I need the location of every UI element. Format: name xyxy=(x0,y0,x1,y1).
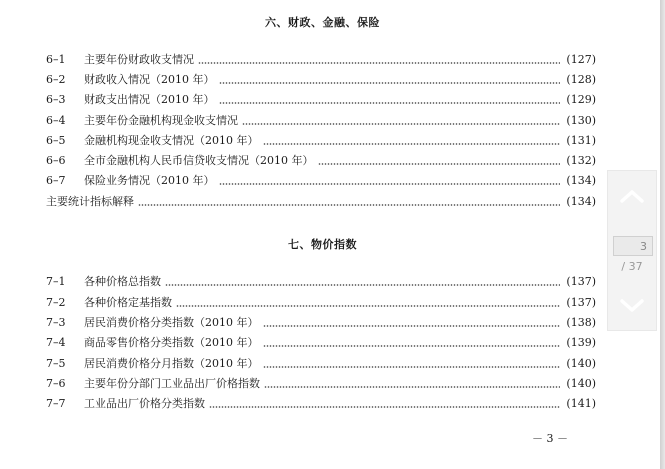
toc-page-number: (134) xyxy=(566,174,596,187)
section-7-title: 七、物价指数 xyxy=(288,238,357,251)
toc-page-number: (132) xyxy=(566,154,596,167)
toc-leader-dots xyxy=(263,143,561,145)
toc-row-7-6[interactable] xyxy=(46,376,596,392)
toc-number: 6–7 xyxy=(46,174,66,187)
toc-row-6-3[interactable] xyxy=(46,92,596,108)
toc-leader-dots xyxy=(219,183,561,185)
toc-leader-dots xyxy=(138,204,560,206)
toc-number: 7–3 xyxy=(46,316,66,329)
toc-leader-dots xyxy=(176,305,560,307)
toc-page-number: (134) xyxy=(566,195,596,208)
toc-leader-dots xyxy=(242,123,560,125)
previous-page-button[interactable] xyxy=(608,171,656,221)
toc-page-number: (130) xyxy=(566,114,596,127)
chevron-down-icon xyxy=(619,298,645,314)
toc-number: 7–1 xyxy=(46,275,66,288)
toc-number: 6–6 xyxy=(46,154,66,167)
toc-page-number: (131) xyxy=(566,134,596,147)
toc-row-6-2[interactable] xyxy=(46,72,596,88)
toc-title: 居民消费价格分类指数（2010 年） xyxy=(84,316,259,329)
toc-leader-dots xyxy=(264,386,560,388)
toc-number: 7–4 xyxy=(46,336,66,349)
toc-leader-dots xyxy=(263,366,561,368)
toc-row-7-2[interactable] xyxy=(46,295,596,311)
toc-title: 金融机构现金收支情况（2010 年） xyxy=(84,134,259,147)
toc-title: 工业品出厂价格分类指数 xyxy=(84,397,205,410)
toc-row-7-3[interactable] xyxy=(46,315,596,331)
toc-number: 6–4 xyxy=(46,114,66,127)
section-6-title: 六、财政、金融、保险 xyxy=(265,16,380,29)
toc-number: 7–7 xyxy=(46,397,66,410)
toc-number: 7–2 xyxy=(46,296,66,309)
toc-leader-dots xyxy=(318,163,561,165)
toc-leader-dots xyxy=(263,345,561,347)
toc-row-7-7[interactable] xyxy=(46,396,596,412)
toc-row-7-5[interactable] xyxy=(46,356,596,372)
toc-leader-dots xyxy=(263,325,561,327)
toc-title: 主要统计指标解释 xyxy=(46,195,134,208)
chevron-up-icon xyxy=(619,188,645,204)
next-page-button[interactable] xyxy=(608,281,656,331)
toc-number: 6–2 xyxy=(46,73,66,86)
toc-leader-dots xyxy=(219,82,561,84)
toc-title: 财政收入情况（2010 年） xyxy=(84,73,215,86)
toc-title: 商品零售价格分类指数（2010 年） xyxy=(84,336,259,349)
toc-page-number: (139) xyxy=(566,336,596,349)
toc-title: 主要年份财政收支情况 xyxy=(84,53,194,66)
toc-page-number: (140) xyxy=(566,357,596,370)
toc-page-number: (141) xyxy=(566,397,596,410)
viewer-edge xyxy=(660,0,665,469)
toc-title: 各种价格总指数 xyxy=(84,275,161,288)
toc-row-explanation[interactable] xyxy=(46,194,596,210)
toc-title: 全市金融机构人民币信贷收支情况（2010 年） xyxy=(84,154,314,167)
toc-leader-dots xyxy=(219,102,561,104)
page-navigator xyxy=(607,170,657,331)
toc-row-7-1[interactable] xyxy=(46,274,596,290)
toc-number: 6–1 xyxy=(46,53,66,66)
toc-title: 财政支出情况（2010 年） xyxy=(84,93,215,106)
toc-page-number: (127) xyxy=(566,53,596,66)
page-number-input[interactable] xyxy=(613,236,653,256)
toc-leader-dots xyxy=(209,406,560,408)
toc-page-number: (137) xyxy=(566,275,596,288)
toc-row-6-6[interactable] xyxy=(46,153,596,169)
toc-page-number: (129) xyxy=(566,93,596,106)
toc-leader-dots xyxy=(165,284,560,286)
toc-page-number: (138) xyxy=(566,316,596,329)
toc-title: 居民消费价格分月指数（2010 年） xyxy=(84,357,259,370)
toc-title: 各种价格定基指数 xyxy=(84,296,172,309)
toc-row-7-4[interactable] xyxy=(46,335,596,351)
toc-title: 主要年份金融机构现金收支情况 xyxy=(84,114,238,127)
toc-number: 6–3 xyxy=(46,93,66,106)
page-footer-number: － 3 － xyxy=(532,432,568,445)
toc-title: 主要年份分部门工业品出厂价格指数 xyxy=(84,377,260,390)
toc-title: 保险业务情况（2010 年） xyxy=(84,174,215,187)
toc-row-6-7[interactable] xyxy=(46,173,596,189)
toc-row-6-1[interactable] xyxy=(46,52,596,68)
toc-page-number: (128) xyxy=(566,73,596,86)
toc-number: 6–5 xyxy=(46,134,66,147)
toc-row-6-5[interactable] xyxy=(46,133,596,149)
toc-row-6-4[interactable] xyxy=(46,113,596,129)
toc-page-number: (140) xyxy=(566,377,596,390)
toc-number: 7–6 xyxy=(46,377,66,390)
total-pages-label: / 37 xyxy=(621,260,643,273)
toc-number: 7–5 xyxy=(46,357,66,370)
toc-leader-dots xyxy=(198,62,560,64)
toc-page-number: (137) xyxy=(566,296,596,309)
